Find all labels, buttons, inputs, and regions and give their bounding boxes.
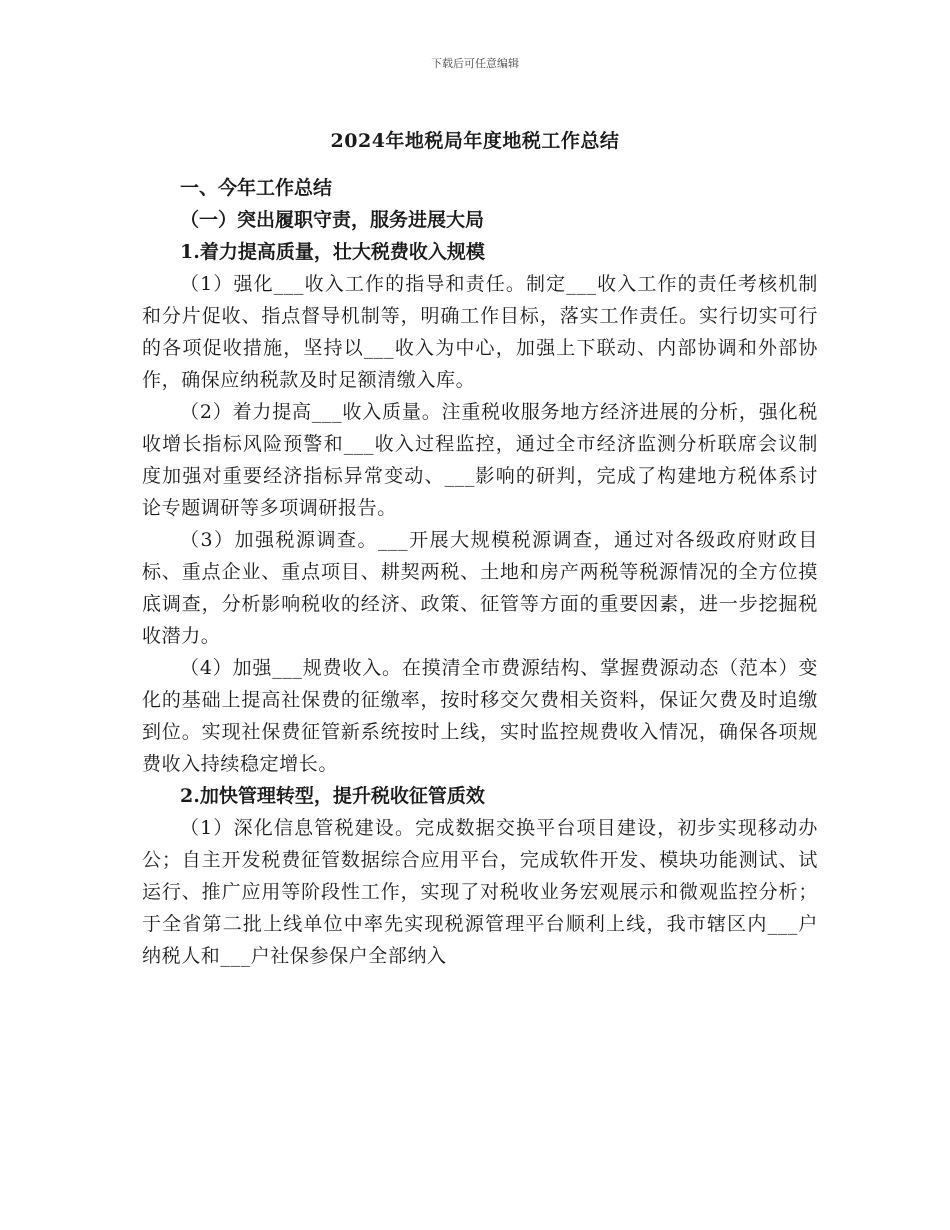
- paragraph: （1）深化信息管税建设。完成数据交换平台项目建设，初步实现移动办公；自主开发税费征管数据综合应用平台，完成软件开发、模块功能测试、试运行、推广应用等阶段性工作，实现了对税收业务宏观展示和微观监控分析；于全省第二批上线单位中率先实现税源管理平台顺利上线，我市辖区内___户纳税人和___户社保参保户全部纳入: [142, 817, 818, 967]
- section-heading-level2: （一）突出履职守责，服务进展大局: [180, 209, 485, 231]
- paragraph: （4）加强___规费收入。在摸清全市费源结构、掌握费源动态（范本）变化的基础上提高社保费的征缴率，按时移交欠费相关资料，保证欠费及时追缴到位。实现社保费征管新系统按时上线，实时监控规费收入情况，确保各项规费收入持续稳定增长。: [142, 657, 818, 775]
- section-heading-level1: 一、今年工作总结: [180, 177, 333, 199]
- document-title: 2024年地税局年度地税工作总结: [330, 130, 620, 152]
- section-heading-level3: 2.加快管理转型，提升税收征管质效: [180, 785, 485, 807]
- header-note: 下载后可任意编辑: [431, 57, 519, 70]
- document-body: [142, 172, 818, 972]
- paragraph: （3）加强税源调查。___开展大规模税源调查，通过对各级政府财政目标、重点企业、重点项目、耕契两税、土地和房产两税等税源情况的全方位摸底调查，分析影响税收的经济、政策、征管等方面的重要因素，进一步挖掘税收潜力。: [142, 529, 818, 647]
- paragraph: （1）强化___收入工作的指导和责任。制定___收入工作的责任考核机制和分片促收、指点督导机制等，明确工作目标，落实工作责任。实行切实可行的各项促收措施，坚持以___收入为中心，加强上下联动、内部协调和外部协作，确保应纳税款及时足额清缴入库。: [142, 273, 818, 391]
- section-heading-level3: 1.着力提高质量，壮大税费收入规模: [180, 241, 485, 263]
- paragraph: （2）着力提高___收入质量。注重税收服务地方经济进展的分析，强化税收增长指标风险预警和___收入过程监控，通过全市经济监测分析联席会议制度加强对重要经济指标异常变动、___影响的研判，完成了构建地方税体系讨论专题调研等多项调研报告。: [142, 401, 818, 519]
